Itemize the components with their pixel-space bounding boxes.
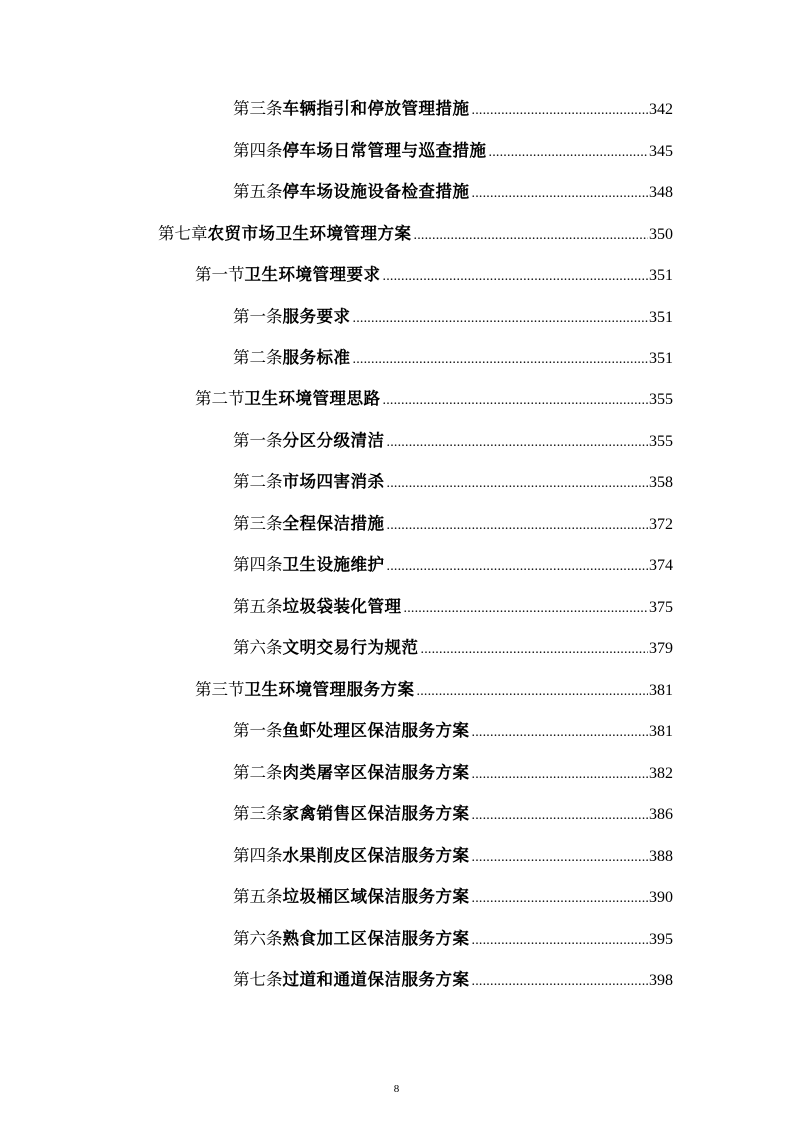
toc-entry-page: 374 <box>649 557 673 574</box>
toc-entry-number: 第一条 <box>233 721 283 740</box>
toc-entry[interactable] <box>233 801 673 827</box>
toc-entry[interactable] <box>233 967 673 993</box>
toc-entry-number: 第一节 <box>195 265 245 284</box>
toc-entry-title: 停车场日常管理与巡查措施 <box>282 141 487 160</box>
toc-entry-number: 第三条 <box>233 514 283 533</box>
toc-entry[interactable] <box>233 635 673 661</box>
toc-entry[interactable] <box>233 594 673 620</box>
toc-entry[interactable] <box>233 760 673 786</box>
dot-leader <box>472 886 649 912</box>
toc-entry-number: 第三条 <box>233 99 283 118</box>
dot-leader <box>472 98 649 124</box>
toc-entry-number: 第六条 <box>233 929 283 948</box>
dot-leader <box>472 803 649 829</box>
dot-leader <box>387 513 649 539</box>
toc-entry-number: 第七章 <box>158 224 208 243</box>
toc-entry-number: 第七条 <box>233 970 283 989</box>
toc-entry-number: 第三条 <box>233 804 283 823</box>
toc-entry-page: 398 <box>649 972 673 989</box>
dot-leader <box>417 679 649 705</box>
toc-entry-page: 386 <box>649 806 673 823</box>
toc-entry-page: 351 <box>649 267 673 284</box>
toc-entry-number: 第三节 <box>195 680 245 699</box>
toc-entry-title: 垃圾袋装化管理 <box>282 597 402 616</box>
toc-entry[interactable] <box>233 884 673 910</box>
toc-entry-page: 355 <box>649 391 673 408</box>
toc-entry[interactable] <box>233 926 673 952</box>
toc-entry-page: 351 <box>649 309 673 326</box>
toc-entry-title: 卫生环境管理要求 <box>244 265 381 284</box>
dot-leader <box>472 720 649 746</box>
toc-chapter-entry[interactable] <box>158 221 673 247</box>
dot-leader <box>472 762 649 788</box>
toc-entry[interactable] <box>233 179 673 205</box>
toc-entry-title: 卫生环境管理思路 <box>244 389 381 408</box>
toc-entry-title: 服务要求 <box>282 307 351 326</box>
toc-entry-page: 348 <box>649 184 673 201</box>
toc-entry-page: 358 <box>649 474 673 491</box>
toc-entry-page: 375 <box>649 599 673 616</box>
toc-entry[interactable] <box>233 469 673 495</box>
toc-entry-title: 文明交易行为规范 <box>282 638 419 657</box>
dot-leader <box>404 596 649 622</box>
toc-entry[interactable] <box>233 552 673 578</box>
toc-entry[interactable] <box>233 718 673 744</box>
toc-entry-title: 熟食加工区保洁服务方案 <box>282 929 470 948</box>
toc-entry-number: 第四条 <box>233 141 283 160</box>
toc-entry-title: 过道和通道保洁服务方案 <box>282 970 470 989</box>
dot-leader <box>387 554 649 580</box>
dot-leader <box>421 637 649 663</box>
toc-entry-page: 355 <box>649 433 673 450</box>
toc-entry-number: 第一条 <box>233 431 283 450</box>
toc-entry-title: 肉类屠宰区保洁服务方案 <box>282 763 470 782</box>
dot-leader <box>472 181 649 207</box>
toc-entry[interactable] <box>233 138 673 164</box>
dot-leader <box>472 845 649 871</box>
toc-entry-number: 第二条 <box>233 348 283 367</box>
toc-entry[interactable] <box>233 96 673 122</box>
toc-entry-title: 卫生环境管理服务方案 <box>244 680 415 699</box>
toc-entry-title: 垃圾桶区域保洁服务方案 <box>282 887 470 906</box>
dot-leader <box>387 471 649 497</box>
toc-entry-number: 第四条 <box>233 555 283 574</box>
dot-leader <box>353 347 649 373</box>
toc-entry-number: 第五条 <box>233 182 283 201</box>
toc-entry-page: 372 <box>649 516 673 533</box>
toc-entry-number: 第五条 <box>233 887 283 906</box>
toc-entry-title: 卫生设施维护 <box>282 555 385 574</box>
dot-leader <box>383 264 649 290</box>
dot-leader <box>414 223 649 249</box>
toc-entry-number: 第四条 <box>233 846 283 865</box>
toc-entry[interactable] <box>233 345 673 371</box>
toc-entry-page: 379 <box>649 640 673 657</box>
toc-entry[interactable] <box>233 843 673 869</box>
toc-entry-title: 车辆指引和停放管理措施 <box>282 99 470 118</box>
toc-entry-page: 395 <box>649 931 673 948</box>
dot-leader <box>383 388 649 414</box>
toc-section-entry[interactable] <box>195 262 673 288</box>
toc-entry-title: 水果削皮区保洁服务方案 <box>282 846 470 865</box>
toc-entry-number: 第一条 <box>233 307 283 326</box>
toc-entry-number: 第二条 <box>233 763 283 782</box>
toc-section-entry[interactable] <box>195 677 673 703</box>
toc-entry-page: 381 <box>649 682 673 699</box>
toc-entry-title: 家禽销售区保洁服务方案 <box>282 804 470 823</box>
toc-entry-title: 农贸市场卫生环境管理方案 <box>207 224 412 243</box>
toc-entry-page: 350 <box>649 226 673 243</box>
dot-leader <box>472 969 649 995</box>
toc-entry-title: 分区分级清洁 <box>282 431 385 450</box>
toc-entry-page: 381 <box>649 723 673 740</box>
dot-leader <box>489 140 649 166</box>
toc-entry-page: 390 <box>649 889 673 906</box>
toc-entry-number: 第六条 <box>233 638 283 657</box>
toc-entry-number: 第五条 <box>233 597 283 616</box>
toc-entry-title: 全程保洁措施 <box>282 514 385 533</box>
toc-entry-title: 鱼虾处理区保洁服务方案 <box>282 721 470 740</box>
toc-entry-page: 345 <box>649 143 673 160</box>
toc-entry-number: 第二条 <box>233 472 283 491</box>
toc-entry-page: 351 <box>649 350 673 367</box>
toc-entry[interactable] <box>233 511 673 537</box>
toc-section-entry[interactable] <box>195 386 673 412</box>
toc-entry-title: 服务标准 <box>282 348 351 367</box>
toc-entry-page: 388 <box>649 848 673 865</box>
toc-entry-title: 停车场设施设备检查措施 <box>282 182 470 201</box>
dot-leader <box>472 928 649 954</box>
toc-entry[interactable] <box>233 304 673 330</box>
toc-entry[interactable] <box>233 428 673 454</box>
toc-entry-page: 382 <box>649 765 673 782</box>
toc-entry-number: 第二节 <box>195 389 245 408</box>
toc-entry-title: 市场四害消杀 <box>282 472 385 491</box>
toc-entry-page: 342 <box>649 101 673 118</box>
dot-leader <box>353 306 649 332</box>
page-number: 8 <box>393 1083 400 1095</box>
dot-leader <box>387 430 649 456</box>
